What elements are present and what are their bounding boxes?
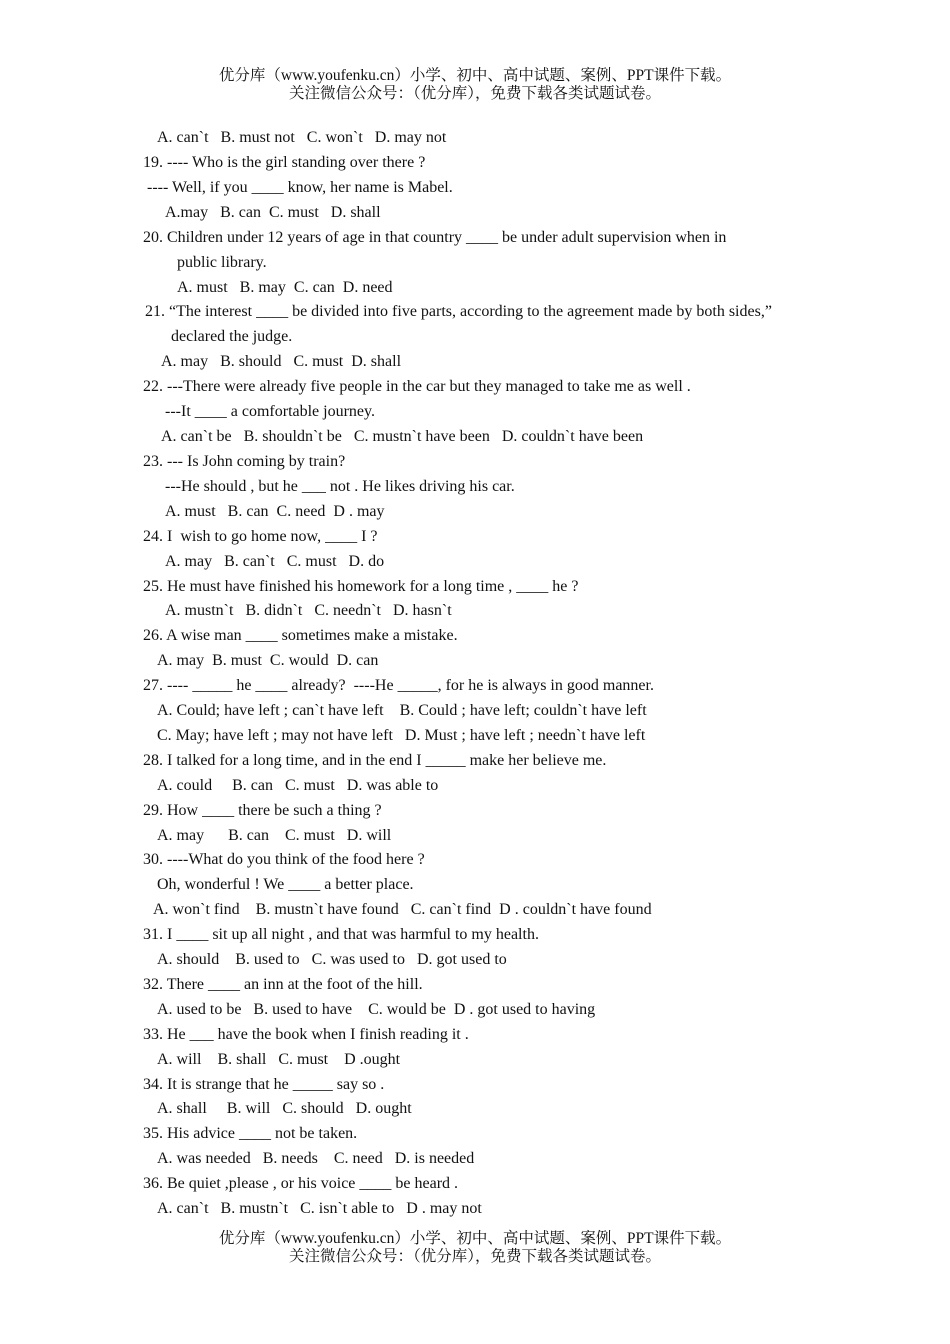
option-line: C. May; have left ; may not have left D. Must ; have left ; needn`t have left xyxy=(157,727,646,744)
option-line: A. will B. shall C. must D .ought xyxy=(157,1051,401,1068)
question-line: 25. He must have finished his homework for a long time , ____ he ? xyxy=(143,578,579,595)
question-line: ---It ____ a comfortable journey. xyxy=(165,403,375,420)
question-line: 32. There ____ an inn at the foot of the hill. xyxy=(143,976,423,993)
question-line: 29. How ____ there be such a thing ? xyxy=(143,802,382,819)
option-line: A. can`t be B. shouldn`t be C. mustn`t have been D. couldn`t have been xyxy=(161,428,644,445)
page-header xyxy=(0,67,950,103)
option-line: A. mustn`t B. didn`t C. needn`t D. hasn`t xyxy=(165,602,452,619)
header-line-2: 关注微信公众号：（优分库），免费下载各类试题试卷。 xyxy=(288,85,661,102)
option-line: A. shall B. will C. should D. ought xyxy=(157,1100,412,1117)
option-line: A. should B. used to C. was used to D. got used to xyxy=(157,951,507,968)
option-line: A. may B. should C. must D. shall xyxy=(161,353,402,370)
option-line: A. Could; have left ; can`t have left B. Could ; have left; couldn`t have left xyxy=(157,702,647,719)
option-line: A.may B. can C. must D. shall xyxy=(165,204,381,221)
question-line: 30. ----What do you think of the food here ? xyxy=(143,851,425,868)
header-line-1: 优分库（www.youfenku.cn）小学、初中、高中试题、案例、PPT课件下载。 xyxy=(218,67,732,84)
question-line: 22. ---There were already five people in the car but they managed to take me as well . xyxy=(143,378,691,395)
question-line: 24. I wish to go home now, ____ I ? xyxy=(143,528,378,545)
question-line: public library. xyxy=(177,254,267,271)
option-line: A. won`t find B. mustn`t have found C. can`t find D . couldn`t have found xyxy=(153,901,652,918)
question-line: 36. Be quiet ,please , or his voice ____ be heard . xyxy=(143,1175,459,1192)
question-line: 33. He ___ have the book when I finish reading it . xyxy=(143,1026,469,1043)
question-line: 20. Children under 12 years of age in that country ____ be under adult supervision when in xyxy=(143,229,727,246)
option-line: A. must B. may C. can D. need xyxy=(177,279,393,296)
question-line: 27. ---- _____ he ____ already? ----He _____, for he is always in good manner. xyxy=(143,677,654,694)
page-footer xyxy=(0,1230,950,1266)
question-line: 35. His advice ____ not be taken. xyxy=(143,1125,358,1142)
question-line: Oh, wonderful ! We ____ a better place. xyxy=(157,876,414,893)
question-line: 19. ---- Who is the girl standing over there ? xyxy=(143,154,426,171)
question-line: ---- Well, if you ____ know, her name is Mabel. xyxy=(147,179,453,196)
option-line: A. may B. can`t C. must D. do xyxy=(165,553,385,570)
option-line: A. may B. can C. must D. will xyxy=(157,827,392,844)
question-line: 21. “The interest ____ be divided into five parts, according to the agreement made by both sides,” xyxy=(145,303,772,320)
option-line: A. could B. can C. must D. was able to xyxy=(157,777,439,794)
footer-line-2: 关注微信公众号：（优分库），免费下载各类试题试卷。 xyxy=(288,1248,661,1265)
question-line: ---He should , but he ___ not . He likes driving his car. xyxy=(165,478,515,495)
option-line: A. may B. must C. would D. can xyxy=(157,652,379,669)
option-line: A. can`t B. must not C. won`t D. may not xyxy=(157,129,447,146)
question-line: 31. I ____ sit up all night , and that was harmful to my health. xyxy=(143,926,539,943)
option-line: A. must B. can C. need D . may xyxy=(165,503,385,520)
footer-line-1: 优分库（www.youfenku.cn）小学、初中、高中试题、案例、PPT课件下载。 xyxy=(218,1230,732,1247)
option-line: A. used to be B. used to have C. would be D . got used to having xyxy=(157,1001,596,1018)
question-line: declared the judge. xyxy=(171,328,293,345)
question-line: 34. It is strange that he _____ say so . xyxy=(143,1076,385,1093)
question-line: 28. I talked for a long time, and in the end I _____ make her believe me. xyxy=(143,752,607,769)
option-line: A. can`t B. mustn`t C. isn`t able to D . may not xyxy=(157,1200,482,1217)
option-line: A. was needed B. needs C. need D. is needed xyxy=(157,1150,475,1167)
question-line: 23. --- Is John coming by train? xyxy=(143,453,346,470)
question-line: 26. A wise man ____ sometimes make a mistake. xyxy=(143,627,458,644)
